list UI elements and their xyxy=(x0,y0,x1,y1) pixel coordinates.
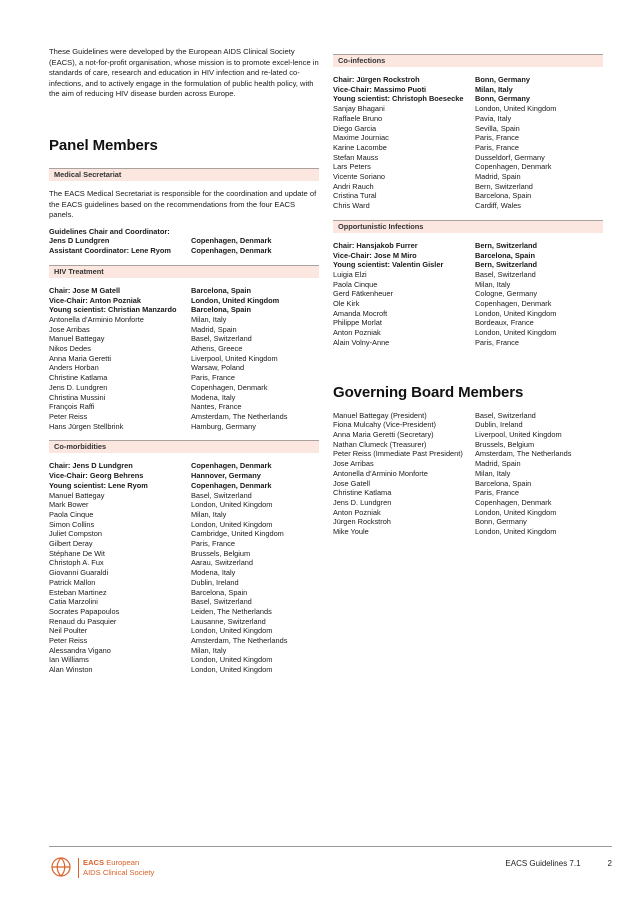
member-row xyxy=(49,383,319,393)
member-row xyxy=(49,471,319,481)
member-name: Jens D Lundgren xyxy=(49,236,110,246)
member-row xyxy=(49,402,319,412)
member-name: Chair: Hansjakob Furrer xyxy=(333,240,418,250)
member-name: Manuel Battegay (President) xyxy=(333,410,427,420)
member-location: London, United Kingdom xyxy=(475,527,557,537)
member-row xyxy=(49,500,319,510)
member-name: Manuel Battegay xyxy=(49,334,105,344)
member-location: Nantes, France xyxy=(191,402,242,412)
member-name: Lars Peters xyxy=(333,162,371,172)
member-name: Assistant Coordinator: Lene Ryom xyxy=(49,246,171,256)
member-row xyxy=(333,85,603,95)
member-name: Patrick Mallon xyxy=(49,577,96,587)
member-name: Giovanni Guaraldi xyxy=(49,568,109,578)
member-location: Madrid, Spain xyxy=(191,324,237,334)
member-location: Hamburg, Germany xyxy=(191,421,256,431)
member-name: Nikos Dedes xyxy=(49,344,91,354)
member-location: Cambridge, United Kingdom xyxy=(191,529,284,539)
member-location: Modena, Italy xyxy=(191,568,236,578)
member-row xyxy=(49,227,319,237)
member-row xyxy=(49,655,319,665)
opportunistic-infections-header: Opportunistic Infections xyxy=(333,220,603,233)
brand-line2: AIDS Clinical Society xyxy=(83,868,155,877)
member-row xyxy=(333,309,603,319)
member-location: Bonn, Germany xyxy=(475,517,527,527)
member-row xyxy=(49,510,319,520)
member-location: Liverpool, United Kingdom xyxy=(475,429,562,439)
member-row xyxy=(333,289,603,299)
member-name: Karine Lacombe xyxy=(333,142,387,152)
member-name: Chair: Jürgen Rockstroh xyxy=(333,75,420,84)
member-row xyxy=(49,422,319,432)
member-location: Liverpool, United Kingdom xyxy=(191,353,278,363)
member-name: Sanjay Bhagani xyxy=(333,104,385,114)
member-row xyxy=(49,626,319,636)
member-location: Aarau, Switzerland xyxy=(191,558,254,568)
member-location: Bonn, Germany xyxy=(475,75,531,84)
member-name: Jose Gatell xyxy=(333,478,370,488)
member-name: Ian Williams xyxy=(49,655,89,665)
member-row xyxy=(333,191,603,201)
member-row xyxy=(333,201,603,211)
member-location: Barcelona, Spain xyxy=(475,478,532,488)
member-row xyxy=(333,251,603,261)
footer-page-info xyxy=(505,859,612,868)
member-name: Anders Horban xyxy=(49,363,99,373)
member-row xyxy=(333,517,603,527)
member-row xyxy=(49,393,319,403)
member-location: Athens, Greece xyxy=(191,344,243,354)
member-name: François Raffi xyxy=(49,402,95,412)
medical-secretariat-header: Medical Secretariat xyxy=(49,168,319,181)
member-location: Modena, Italy xyxy=(191,392,236,402)
member-row xyxy=(49,646,319,656)
member-name: Nathan Clumeck (Treasurer) xyxy=(333,439,427,449)
member-location: London, United Kingdom xyxy=(191,665,273,675)
member-name: Gilbert Deray xyxy=(49,539,93,549)
member-location: Milan, Italy xyxy=(191,314,227,324)
member-name: Chair: Jose M Gatell xyxy=(49,285,121,295)
member-row xyxy=(333,241,603,251)
member-row xyxy=(333,479,603,489)
member-location: Bonn, Germany xyxy=(475,94,531,104)
member-row xyxy=(49,597,319,607)
member-location: Bern, Switzerland xyxy=(475,260,538,270)
member-name: Gerd Fätkenheuer xyxy=(333,289,393,299)
member-name: Juliet Compston xyxy=(49,529,102,539)
member-row xyxy=(333,94,603,104)
member-name: Jose Arribas xyxy=(49,324,90,334)
member-name: Christine Katlama xyxy=(49,373,108,383)
opportunistic-infections-table xyxy=(333,241,603,348)
member-row xyxy=(49,363,319,373)
member-row xyxy=(49,325,319,335)
member-location: Dublin, Ireland xyxy=(475,420,523,430)
member-row xyxy=(333,104,603,114)
member-row xyxy=(49,520,319,530)
member-name: Alessandra Vigano xyxy=(49,645,111,655)
member-row xyxy=(333,527,603,537)
member-location: Paris, France xyxy=(191,373,235,383)
coinfections-header: Co-infections xyxy=(333,54,603,67)
member-location: Milan, Italy xyxy=(191,645,227,655)
member-name: Anna Maria Geretti xyxy=(49,353,112,363)
member-location: Barcelona, Spain xyxy=(191,587,248,597)
member-name: Cristina Tural xyxy=(333,191,377,201)
member-row xyxy=(333,498,603,508)
member-row xyxy=(333,260,603,270)
member-name: Maxime Journiac xyxy=(333,133,389,143)
member-location: Pavia, Italy xyxy=(475,113,512,123)
member-location: Barcelona, Spain xyxy=(475,250,535,260)
member-location: Madrid, Spain xyxy=(475,172,521,182)
member-row xyxy=(49,588,319,598)
member-location: London, United Kingdom xyxy=(475,104,557,114)
member-row xyxy=(333,430,603,440)
member-name: Hans Jürgen Stellbrink xyxy=(49,421,124,431)
member-name: Mike Youle xyxy=(333,527,369,537)
member-name: Paola Cinque xyxy=(49,509,94,519)
hiv-treatment-header: HIV Treatment xyxy=(49,265,319,278)
member-row xyxy=(49,334,319,344)
member-row xyxy=(333,114,603,124)
member-name: Catia Marzolini xyxy=(49,597,98,607)
member-row xyxy=(333,280,603,290)
member-location: Barcelona, Spain xyxy=(191,285,251,295)
panel-members-heading: Panel Members xyxy=(49,136,158,154)
member-location: Bern, Switzerland xyxy=(475,181,533,191)
member-row xyxy=(333,143,603,153)
member-row xyxy=(333,420,603,430)
member-location: Cologne, Germany xyxy=(475,289,538,299)
member-row xyxy=(49,373,319,383)
member-location: Copenhagen, Denmark xyxy=(191,246,272,256)
member-name: Peter Reiss xyxy=(49,636,88,646)
member-location: London, United Kingdom xyxy=(191,655,273,665)
member-name: Simon Collins xyxy=(49,519,95,529)
member-location: Basel, Switzerland xyxy=(191,334,252,344)
member-location: London, United Kingdom xyxy=(475,308,557,318)
member-location: Cardiff, Wales xyxy=(475,201,521,211)
member-name: Christine Katlama xyxy=(333,488,392,498)
member-name: Renaud du Pasquier xyxy=(49,616,117,626)
member-location: Bern, Switzerland xyxy=(475,240,538,250)
member-name: Vice-Chair: Massimo Puoti xyxy=(333,84,427,94)
member-name: Vicente Soriano xyxy=(333,172,386,182)
member-row xyxy=(333,172,603,182)
member-name: Vice-Chair: Jose M Miro xyxy=(333,250,417,260)
brand-short: EACS xyxy=(83,858,105,867)
member-location: Leiden, The Netherlands xyxy=(191,606,272,616)
member-location: Basel, Switzerland xyxy=(475,269,536,279)
member-location: London, United Kingdom xyxy=(475,507,557,517)
member-location: Paris, France xyxy=(475,488,519,498)
member-row xyxy=(333,488,603,498)
member-location: Dusseldorf, Germany xyxy=(475,152,545,162)
member-name: Chris Ward xyxy=(333,201,370,211)
member-row xyxy=(333,328,603,338)
governing-board-table xyxy=(333,411,603,537)
member-name: Young scientist: Valentin Gisler xyxy=(333,260,444,270)
member-row xyxy=(49,578,319,588)
member-row xyxy=(49,354,319,364)
member-location: Dublin, Ireland xyxy=(191,577,239,587)
member-name: Young scientist: Christian Manzardo xyxy=(49,305,177,315)
page-number: 2 xyxy=(607,859,612,868)
member-row xyxy=(333,318,603,328)
member-row xyxy=(49,461,319,471)
member-row xyxy=(49,607,319,617)
medical-secretariat-table xyxy=(49,227,319,256)
member-row xyxy=(49,558,319,568)
member-name: Peter Reiss (Immediate Past President) xyxy=(333,449,463,459)
member-row xyxy=(49,568,319,578)
member-location: Amsterdam, The Netherlands xyxy=(191,412,288,421)
member-row xyxy=(49,315,319,325)
member-row xyxy=(49,665,319,675)
member-name: Stefan Mauss xyxy=(333,152,379,162)
member-row xyxy=(333,449,603,459)
member-name: Anton Pozniak xyxy=(333,507,381,517)
member-location: Paris, France xyxy=(475,142,519,152)
member-location: Barcelona, Spain xyxy=(191,305,251,315)
member-name: Christoph A. Fux xyxy=(49,558,104,568)
member-name: Neil Poulter xyxy=(49,626,88,636)
member-location: Basel, Switzerland xyxy=(191,597,252,607)
member-name: Fiona Mulcahy (Vice-President) xyxy=(333,420,436,430)
member-row xyxy=(333,459,603,469)
member-row xyxy=(333,270,603,280)
member-name: Jens D. Lundgren xyxy=(49,382,108,392)
member-row xyxy=(49,549,319,559)
member-name: Peter Reiss xyxy=(49,412,88,421)
member-location: Milan, Italy xyxy=(191,509,227,519)
member-name: Antonella d’Arminio Monforte xyxy=(49,314,144,324)
member-name: Stéphane De Wit xyxy=(49,548,105,558)
member-name: Jens D. Lundgren xyxy=(333,497,392,507)
member-row xyxy=(49,529,319,539)
member-location: Copenhagen, Denmark xyxy=(191,236,272,246)
member-location: Copenhagen, Denmark xyxy=(191,480,272,490)
member-row xyxy=(333,182,603,192)
member-row xyxy=(333,124,603,134)
member-row xyxy=(49,286,319,296)
member-name: Andri Rauch xyxy=(333,181,374,191)
member-name: Young scientist: Lene Ryom xyxy=(49,480,148,490)
member-location: London, United Kingdom xyxy=(191,295,280,305)
member-name: Anton Pozniak xyxy=(333,328,381,338)
member-row xyxy=(49,539,319,549)
member-location: Amsterdam, The Netherlands xyxy=(475,449,572,459)
member-row xyxy=(333,153,603,163)
member-location: Paris, France xyxy=(191,539,235,549)
member-name: Vice-Chair: Anton Pozniak xyxy=(49,295,141,305)
brand-line1: European xyxy=(106,858,140,867)
member-row xyxy=(49,491,319,501)
member-location xyxy=(191,227,319,237)
member-location: Copenhagen, Denmark xyxy=(191,382,268,392)
member-row xyxy=(49,412,319,422)
member-name: Guidelines Chair and Coordinator: xyxy=(49,226,170,236)
governing-board-heading: Governing Board Members xyxy=(333,383,524,401)
member-name: Young scientist: Christoph Boesecke xyxy=(333,94,464,104)
right-column xyxy=(333,54,603,537)
member-location: Copenhagen, Denmark xyxy=(475,497,552,507)
member-row xyxy=(333,440,603,450)
member-name: Manuel Battegay xyxy=(49,490,105,500)
member-name: Vice-Chair: Georg Behrens xyxy=(49,471,144,481)
member-name: Diego Garcia xyxy=(333,123,377,133)
member-name: Christina Mussini xyxy=(49,392,106,402)
member-location: Copenhagen, Denmark xyxy=(475,162,552,172)
member-row xyxy=(333,338,603,348)
member-row xyxy=(49,636,319,646)
member-name: Socrates Papapoulos xyxy=(49,606,120,616)
member-name: Chair: Jens D Lundgren xyxy=(49,461,133,471)
member-row xyxy=(333,75,603,85)
member-location: Milan, Italy xyxy=(475,279,511,289)
member-name: Raffaele Bruno xyxy=(333,113,383,123)
member-location: Paris, France xyxy=(475,133,519,143)
page-footer xyxy=(49,846,612,887)
member-name: Jose Arribas xyxy=(333,459,374,469)
member-row xyxy=(333,162,603,172)
member-row xyxy=(49,481,319,491)
member-row xyxy=(333,508,603,518)
member-location: London, United Kingdom xyxy=(191,519,273,529)
member-row xyxy=(49,296,319,306)
member-name: Luigia Elzi xyxy=(333,269,367,279)
member-location: Barcelona, Spain xyxy=(475,191,532,201)
member-name: Esteban Martinez xyxy=(49,587,107,597)
member-name: Jürgen Rockstroh xyxy=(333,517,391,527)
member-location: London, United Kingdom xyxy=(191,500,273,510)
member-name: Antonella d’Arminio Monforte xyxy=(333,468,428,478)
doc-title: EACS Guidelines 7.1 xyxy=(505,859,581,868)
member-location: Copenhagen, Denmark xyxy=(191,461,272,471)
member-row xyxy=(333,411,603,421)
comorbidities-header: Co-morbidities xyxy=(49,440,319,453)
member-location: Brussels, Belgium xyxy=(475,439,535,449)
member-location: Milan, Italy xyxy=(475,84,513,94)
member-location: Amsterdam, The Netherlands xyxy=(191,636,288,646)
member-location: Milan, Italy xyxy=(475,468,511,478)
intro-paragraph: These Guidelines were developed by the European AIDS Clinical Society (EACS), a not-for-profit organisation, whose mission is to promote excel-lence in standards of care, research and education in HIV infection and re-lated co-infections, and to actively engage in the formulation of public health policy, with the aim of reducing HIV disease burden across Europe. xyxy=(49,47,319,99)
member-name: Alan Winston xyxy=(49,665,93,675)
footer-brand xyxy=(78,858,154,878)
member-location: Paris, France xyxy=(475,337,519,347)
member-name: Amanda Mocroft xyxy=(333,308,388,318)
coinfections-table xyxy=(333,75,603,211)
member-location: Lausanne, Switzerland xyxy=(191,616,266,626)
member-row xyxy=(49,236,319,246)
member-location: Madrid, Spain xyxy=(475,459,521,469)
member-location: London, United Kingdom xyxy=(191,626,273,636)
member-location: Brussels, Belgium xyxy=(191,548,251,558)
member-row xyxy=(49,305,319,315)
member-name: Ole Kirk xyxy=(333,299,360,309)
member-location: London, United Kingdom xyxy=(475,328,557,338)
comorbidities-table xyxy=(49,461,319,674)
member-location: Basel, Switzerland xyxy=(475,410,536,420)
member-row xyxy=(49,246,319,256)
member-row xyxy=(49,344,319,354)
member-location: Copenhagen, Denmark xyxy=(475,299,552,309)
member-name: Anna Maria Geretti (Secretary) xyxy=(333,429,434,439)
member-name: Philippe Morlat xyxy=(333,318,382,328)
member-name: Paola Cinque xyxy=(333,279,378,289)
member-row xyxy=(333,469,603,479)
member-location: Sevilla, Spain xyxy=(475,123,520,133)
member-location: Bordeaux, France xyxy=(475,318,534,328)
member-row xyxy=(333,133,603,143)
member-location: Warsaw, Poland xyxy=(191,363,245,373)
left-column xyxy=(49,47,319,675)
member-row xyxy=(49,617,319,627)
member-row xyxy=(333,299,603,309)
member-location: Basel, Switzerland xyxy=(191,490,252,500)
member-location: Hannover, Germany xyxy=(191,471,261,481)
member-name: Mark Bower xyxy=(49,500,89,510)
medical-secretariat-text: The EACS Medical Secretariat is responsible for the coordination and update of the EACS guidelines based on the recommendations from the four EACS panels. xyxy=(49,188,317,220)
hiv-treatment-table xyxy=(49,286,319,432)
member-name: Alain Volny-Anne xyxy=(333,337,390,347)
